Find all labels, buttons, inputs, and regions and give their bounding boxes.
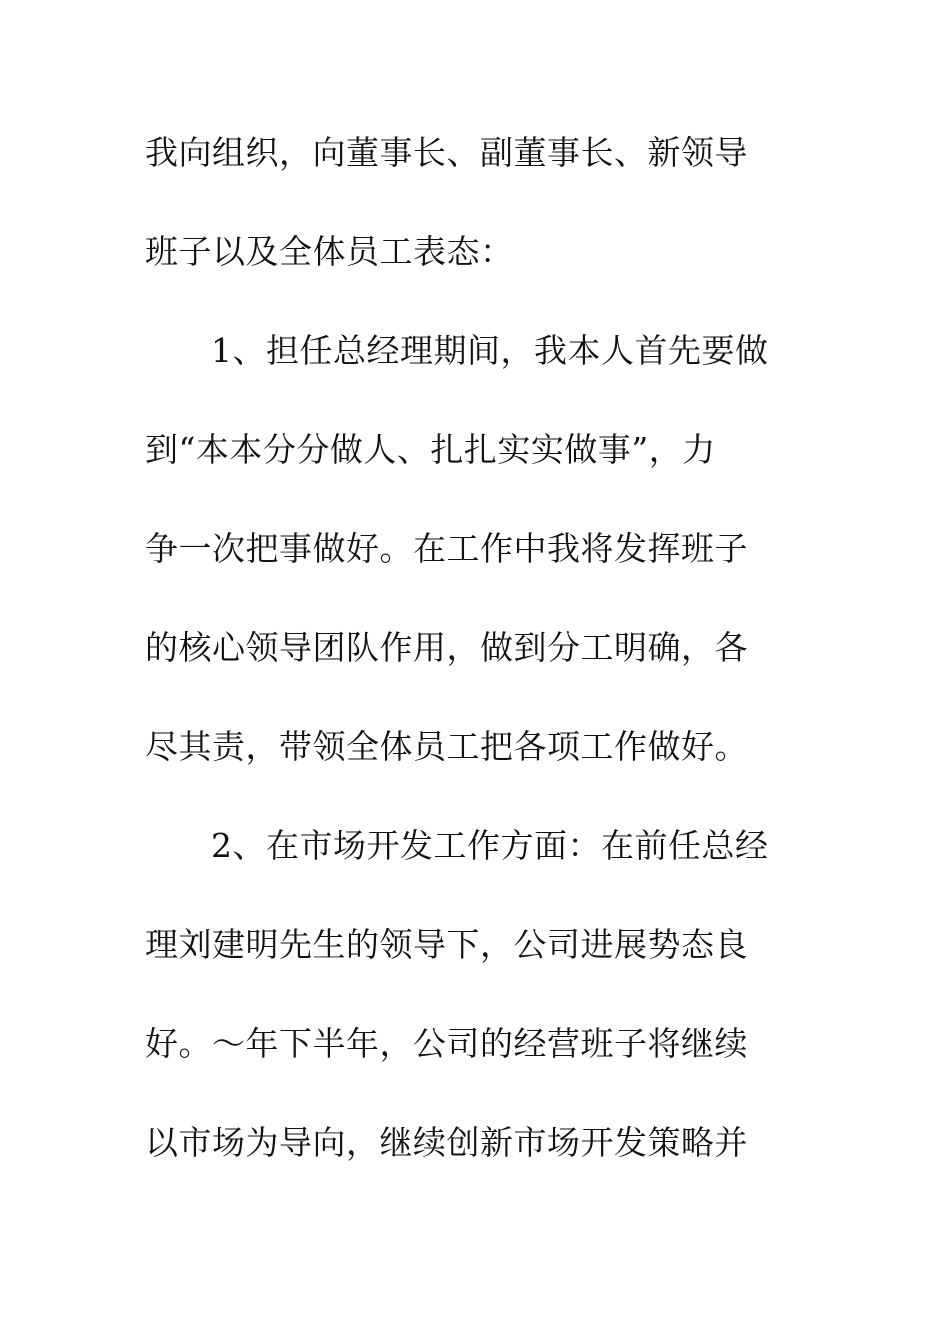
text-line: 好。～年下半年，公司的经营班子将继续 <box>145 1024 748 1063</box>
paragraph-2-start: 2、在市场开发工作方面：在前任总经 <box>211 826 769 865</box>
text-line: 我向组织，向董事长、副董事长、新领导 <box>145 133 748 172</box>
paragraph-1-start: 1、担任总经理期间，我本人首先要做 <box>211 331 769 370</box>
text-line: 争一次把事做好。在工作中我将发挥班子 <box>145 529 748 568</box>
text-line: 以市场为导向，继续创新市场开发策略并 <box>145 1123 748 1162</box>
text-line: 班子以及全体员工表态： <box>145 232 514 271</box>
text-line: 的核心领导团队作用，做到分工明确，各 <box>145 628 748 667</box>
text-line: 到“本本分分做人、扎扎实实做事”，力 <box>145 430 716 469</box>
text-line: 尽其责，带领全体员工把各项工作做好。 <box>145 727 748 766</box>
body-text <box>145 123 805 1212</box>
text-line: 理刘建明先生的领导下，公司进展势态良 <box>145 925 748 964</box>
